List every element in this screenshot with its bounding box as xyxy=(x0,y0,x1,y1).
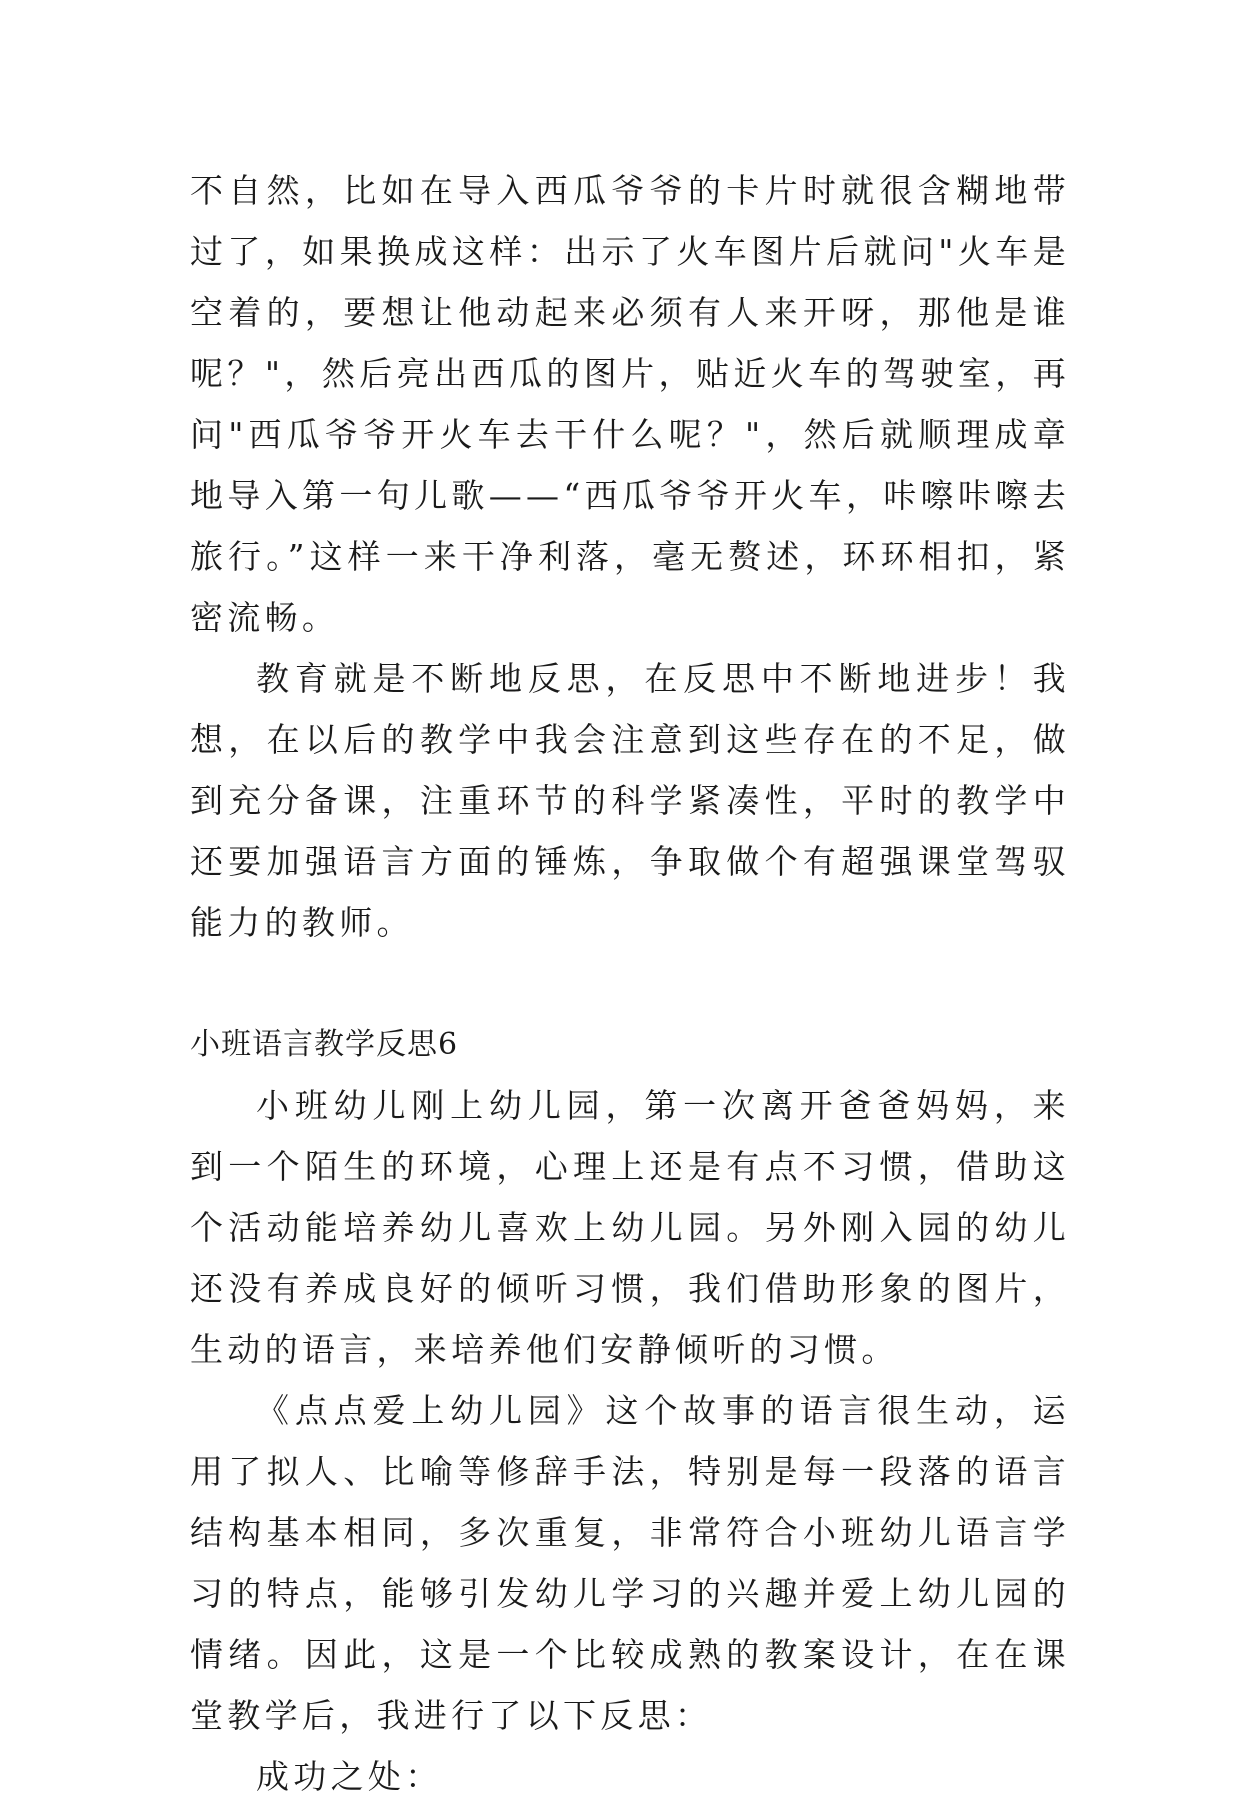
section-spacer xyxy=(190,953,1070,1014)
paragraph-success-heading: 成功之处： xyxy=(256,1757,443,1796)
paragraph-continuation: 不自然，比如在导入西瓜爷爷的卡片时就很含糊地带过了，如果换成这样：出示了火车图片后就问"火车是空着的，要想让他动起来必须有人来开呀，那他是谁呢？"，然后亮出西瓜的图片，贴近火车的驾驶室，再问"西瓜爷爷开火车去干什么呢？"，然后就顺理成章地导入第一句儿歌——“西瓜爷爷开火车，咔嚓咔嚓去旅行。”这样一来干净利落，毫无赘述，环环相扣，紧密流畅。 xyxy=(190,171,1070,637)
paragraph-reflection: 教育就是不断地反思，在反思中不断地进步！我想，在以后的教学中我会注意到这些存在的不足，做到充分备课，注重环节的科学紧凑性，平时的教学中还要加强语言方面的锤炼，争取做个有超强课堂驾驭能力的教师。 xyxy=(190,659,1070,942)
section-title: 小班语言教学反思6 xyxy=(190,1027,459,1062)
paragraph-intro: 小班幼儿刚上幼儿园，第一次离开爸爸妈妈，来到一个陌生的环境，心理上还是有点不习惯，借助这个活动能培养幼儿喜欢上幼儿园。另外刚入园的幼儿还没有养成良好的倾听习惯，我们借助形象的图片，生动的语言，来培养他们安静倾听的习惯。 xyxy=(190,1086,1070,1369)
paragraph-story-analysis: 《点点爱上幼儿园》这个故事的语言很生动，运用了拟人、比喻等修辞手法，特别是每一段落的语言结构基本相同，多次重复，非常符合小班幼儿语言学习的特点，能够引发幼儿学习的兴趣并爱上幼儿园的情绪。因此，这是一个比较成熟的教案设计，在在课堂教学后，我进行了以下反思： xyxy=(190,1391,1070,1735)
document-page xyxy=(190,160,1070,1807)
